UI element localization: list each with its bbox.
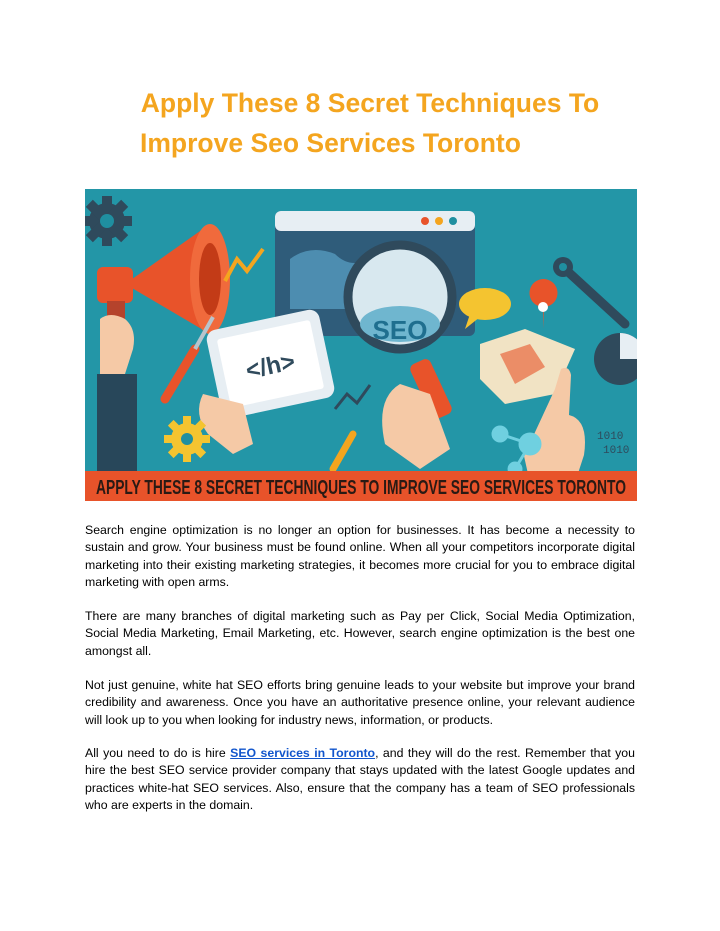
hero-banner-text: APPLY THESE 8 SECRET TECHNIQUES TO IMPROVE SEO SERVICES TORONTO (96, 477, 626, 499)
paragraph-3: Not just genuine, white hat SEO efforts bring genuine leads to your website but improve your brand credibility and awareness. Once you have an authoritative presence online, your relevant audience will look up to you when looking for industry news, information, or products. (85, 678, 635, 727)
paragraph-2: There are many branches of digital marketing such as Pay per Click, Social Media Optimization, Social Media Marketing, Email Marketing, etc. However, search engine optimization is the best one amongst all. (85, 609, 635, 658)
tablet-code-text: </h> (243, 348, 298, 385)
seo-services-link[interactable]: SEO services in Toronto (230, 746, 376, 760)
hero-illustration (85, 189, 637, 501)
paragraph-4-after-link: , and they will do the rest. Remember that you hire the best SEO service provider company that stays updated with the latest Google updates and practices white-hat SEO services. Also, ensure that the company has a team of SEO professionals who are experts in the domain. (85, 746, 635, 813)
paragraph-4 (85, 745, 635, 815)
paragraph-4-before-link: All you need to do is hire (85, 746, 231, 760)
binary-text: 1010 (603, 445, 630, 457)
paragraph-1: Search engine optimization is no longer an option for businesses. It has become a necessity to sustain and grow. Your business must be found online. When all your competitors incorporate digital marketing into their existing marketing strategies, it becomes more crucial for you to embrace digital marketing with open arms. (85, 523, 635, 590)
page-title-line-2: Improve Seo Services Toronto (140, 128, 521, 158)
page-title-line-1: Apply These 8 Secret Techniques To (140, 88, 600, 118)
yellow-gear-icon (164, 416, 210, 462)
binary-text: 1010 (597, 431, 624, 443)
magnifier-seo-text: SEO (372, 315, 428, 345)
